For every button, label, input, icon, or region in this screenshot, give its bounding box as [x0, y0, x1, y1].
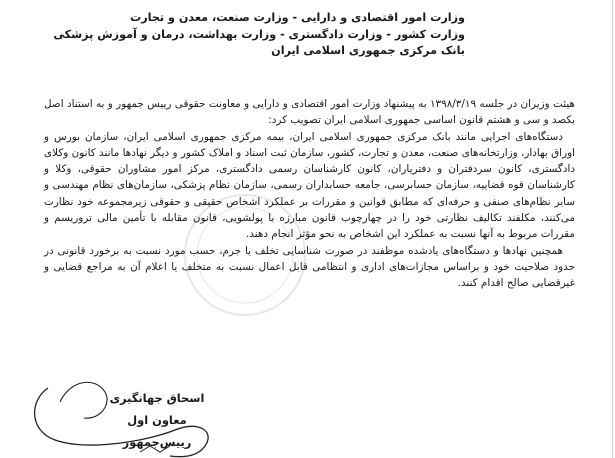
- signatory-name: اسحاق جهانگیری: [109, 391, 205, 405]
- signature-block: [92, 387, 222, 453]
- addressee-line-3: بانک مرکزی جمهوری اسلامی ایران: [271, 44, 465, 57]
- intro-paragraph: هیئت وزیران در جلسه ۱۳۹۸/۳/۱۹ به پیشنهاد وزارت امور اقتصادی و دارایی و معاونت حقوقی رییس جمهور و به استناد اصل یکصد و سی و هشتم قانون اساسی جمهوری اسلامی ایران تصویب کرد:: [44, 98, 575, 127]
- signatory-title: معاون اول رییس‌جمهور: [122, 413, 192, 449]
- obligations-paragraph: دستگاه‌های اجرایی مانند بانک مرکزی جمهوری اسلامی ایران، بیمه مرکزی جمهوری اسلامی ایران، سازمان بورس و اوراق بهادار، وزارتخانه‌های صنعت، معدن و تجارت، کشور، سازمان ثبت اسناد و املاک کشور و دیگر نهادها مانند کانون وکلای دادگستری، کانون سردفتران و دفتریاران، کانون کارشناسان رسمی دادگستری، مرکز امور مشاوران حقوقی، وکلا و کارشناسان قوه قضاییه، سازمان حسابرسی، جامعه حسابداران رسمی، سازمان نظام پزشکی، سازمان‌های نظام مهندسی و سایر نظام‌های صنفی و حرفه‌ای که مطابق قوانین و مقررات بر عملکرد اشخاص حقیقی و حقوقی زیرمجموعه خود نظارت می‌کنند، مکلفند تکالیف نظارتی خود را در چهارچوب قانون مبارزه با پولشویی، قانون مقابله با تأمین مالی تروریسم و مقررات مربوط به آنها نسبت به عملکرد این اشخاص به نحو مؤثر انجام دهند.: [44, 130, 575, 241]
- addressee-line-1: وزارت امور اقتصادی و دارایی - وزارت صنعت، معدن و تجارت: [129, 11, 465, 24]
- addressee-line-2: وزارت کشور - وزارت دادگستری - وزارت بهداشت، درمان و آموزش پزشکی: [53, 27, 465, 41]
- enforcement-paragraph: همچنین نهادها و دستگاه‌های یادشده موظفند در صورت شناسایی تخلف یا جرم، حسب مورد نسبت به برخورد قانونی در حدود صلاحیت خود و براساس مجازات‌های اداری و انتظامی قابل اعمال نسبت به متخلف یا اعلام آن به مراجع قضایی و غیرقضایی صالح اقدام کنند.: [44, 244, 575, 290]
